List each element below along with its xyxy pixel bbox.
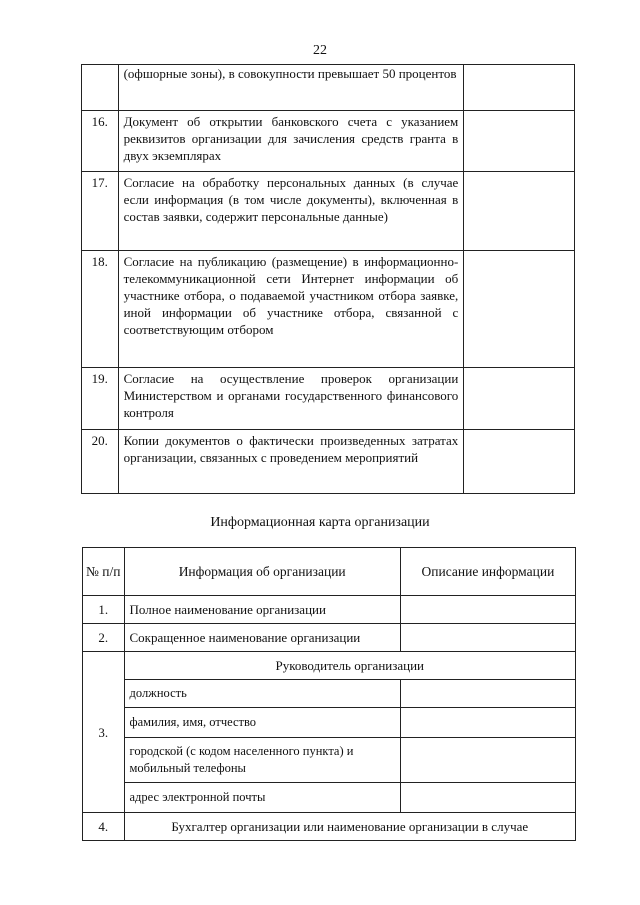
row-text: Согласие на осуществление проверок организации Министерством и органами государственного финансового контроля [118,368,464,430]
section-title: Информационная карта организации [210,515,430,530]
row-label: Полное наименование организации [124,596,400,624]
group-title: Руководитель организации [124,652,576,680]
row-number: 4. [83,813,125,841]
row-number: 18. [82,251,119,368]
row-number: 19. [82,368,119,430]
row-text: Копии документов о фактически произведенных затратах организации, связанных с проведением мероприятий [118,430,464,494]
row-value-cell [400,738,575,783]
organization-info-table [82,547,576,841]
row-mark-cell [464,111,575,172]
row-text: Согласие на публикацию (размещение) в информационно-телекоммуникационной сети Интернет информации об участнике отбора, о подаваемой участником отбора заявке, иной информации об участнике отбора, связанной с соответствующим отбором [118,251,464,368]
documents-table [81,64,575,494]
table-row [83,624,576,652]
row-value-cell [400,708,575,738]
row-number: 17. [82,172,119,251]
row-label: Бухгалтер организации или наименование организации в случае [124,813,576,841]
table-row [83,680,576,708]
table-row [83,783,576,813]
row-mark-cell [464,368,575,430]
row-label: фамилия, имя, отчество [124,708,400,738]
row-number: 1. [83,596,125,624]
row-number: 3. [83,652,125,813]
row-mark-cell [464,430,575,494]
page-number: 22 [313,43,327,58]
row-label: адрес электронной почты [124,783,400,813]
table-row [83,813,576,841]
header-number: № п/п [83,548,125,596]
header-info: Информация об организации [124,548,400,596]
table-row [82,111,575,172]
row-mark-cell [464,251,575,368]
row-label: должность [124,680,400,708]
table-row [82,172,575,251]
table-row [82,430,575,494]
table-header-row [83,548,576,596]
table-row [82,65,575,111]
row-number: 2. [83,624,125,652]
table-row [83,652,576,680]
header-description: Описание информации [400,548,575,596]
row-label: Сокращенное наименование организации [124,624,400,652]
row-mark-cell [464,172,575,251]
row-value-cell [400,783,575,813]
table-row [82,368,575,430]
table-row [82,251,575,368]
row-number: 16. [82,111,119,172]
row-number [82,65,119,111]
table-row [83,708,576,738]
row-text: (офшорные зоны), в совокупности превышает 50 процентов [118,65,464,111]
row-text: Документ об открытии банковского счета с указанием реквизитов организации для зачисления средств гранта в двух экземплярах [118,111,464,172]
row-value-cell [400,596,575,624]
row-value-cell [400,680,575,708]
row-text: Согласие на обработку персональных данных (в случае если информация (в том числе документы), включенная в состав заявки, содержит персональные данные) [118,172,464,251]
row-mark-cell [464,65,575,111]
table-row [83,738,576,783]
row-number: 20. [82,430,119,494]
row-value-cell [400,624,575,652]
row-label: городской (с кодом населенного пункта) и мобильный телефоны [124,738,400,783]
table-row [83,596,576,624]
